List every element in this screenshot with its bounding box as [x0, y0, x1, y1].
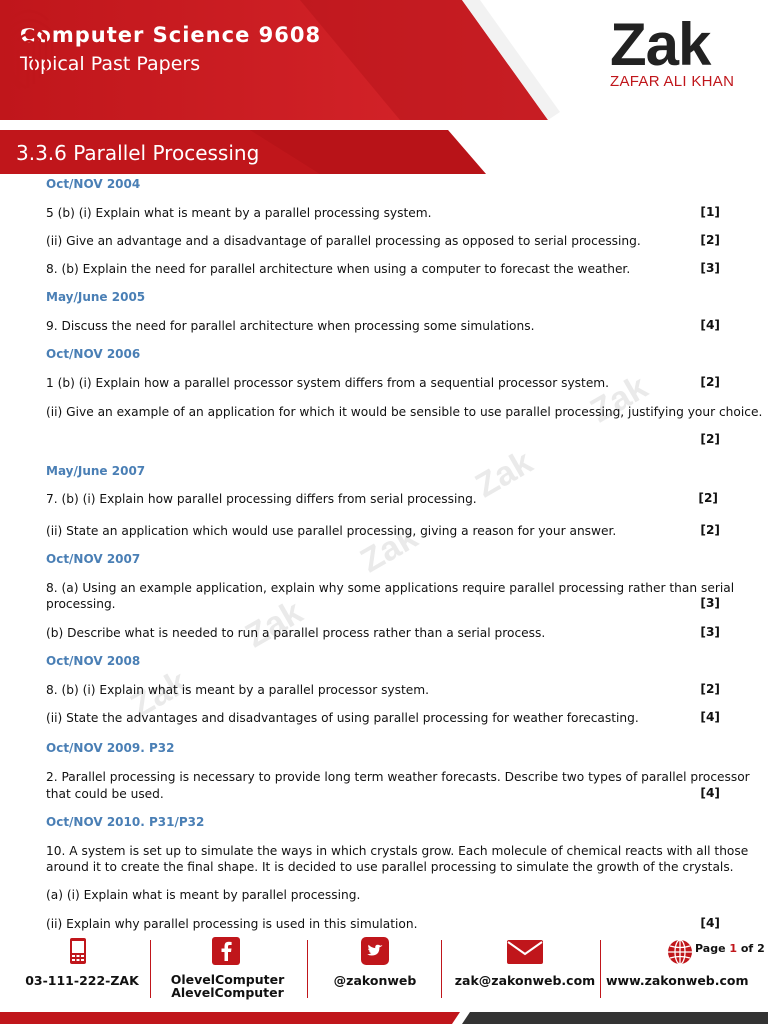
- facebook-icon[interactable]: [212, 937, 240, 965]
- question-marks: [4]: [700, 786, 720, 800]
- session-heading: Oct/NOV 2004: [46, 177, 141, 191]
- watermark-logo: Zak: [124, 662, 194, 726]
- session-heading: Oct/NOV 2006: [46, 347, 141, 361]
- question-text: that could be used.: [46, 787, 164, 801]
- session-heading: May/June 2007: [46, 464, 146, 478]
- question-text: (ii) State an application which would use parallel processing, giving a reason for your answer.: [46, 524, 617, 538]
- page-label: Page: [695, 942, 726, 955]
- question-text: 8. (b) Explain the need for parallel architecture when using a computer to forecast the weather.: [46, 262, 631, 276]
- fingerprint-icon: [0, 0, 58, 92]
- question-text: 5 (b) (i) Explain what is meant by a parallel processing system.: [46, 206, 432, 220]
- question-text: 7. (b) (i) Explain how parallel processing differs from serial processing.: [46, 492, 477, 506]
- facebook-page-alevel[interactable]: AlevelComputer: [171, 985, 284, 1000]
- question-text: (ii) Give an example of an application for which it would be sensible to use parallel processing, justifying your choice.: [46, 405, 763, 419]
- footer-twitter[interactable]: @zakonweb: [333, 973, 417, 988]
- question-marks: [2]: [700, 233, 720, 247]
- footer-divider: [307, 940, 308, 998]
- page-header: [0, 0, 768, 120]
- watermark-logo: Zak: [354, 517, 424, 581]
- question-text: processing.: [46, 597, 116, 611]
- question-text: 1 (b) (i) Explain how a parallel processor system differs from a sequential processor system.: [46, 376, 610, 390]
- page-of: of: [740, 942, 754, 955]
- question-text: around it to create the final shape. It is decided to use parallel processing to simulate the growth of the crystals.: [46, 860, 734, 874]
- watermark-logo: Zak: [469, 442, 539, 506]
- session-heading: May/June 2005: [46, 290, 146, 304]
- footer-phone[interactable]: 03-111-222-ZAK: [25, 973, 139, 988]
- question-marks: [2]: [700, 375, 720, 389]
- header-title: Computer Science 9608: [20, 23, 322, 47]
- session-heading: Oct/NOV 2008: [46, 654, 141, 668]
- page-number: 1: [729, 942, 738, 955]
- footer-email[interactable]: zak@zakonweb.com: [454, 973, 596, 988]
- watermark-logo: Zak: [584, 367, 654, 431]
- globe-icon[interactable]: [667, 939, 693, 965]
- question-marks: [2]: [698, 491, 718, 505]
- question-marks: [3]: [700, 596, 720, 610]
- footer-divider: [441, 940, 442, 998]
- session-heading: Oct/NOV 2010. P31/P32: [46, 815, 205, 829]
- footer-divider: [600, 940, 601, 998]
- question-marks: [2]: [700, 682, 720, 696]
- question-marks: [4]: [700, 318, 720, 332]
- question-text: 8. (a) Using an example application, explain why some applications require parallel processing rather than serial: [46, 581, 735, 595]
- question-marks: [3]: [700, 625, 720, 639]
- page-indicator: [695, 942, 765, 955]
- logo-wordmark: Zak: [610, 11, 711, 78]
- header-subtitle: Topical Past Papers: [20, 53, 201, 75]
- footer-facebook[interactable]: [165, 973, 290, 999]
- watermark-logo: Zak: [239, 592, 309, 656]
- question-text: (ii) Give an advantage and a disadvantage of parallel processing as opposed to serial processing.: [46, 234, 641, 248]
- question-text: (a) (i) Explain what is meant by parallel processing.: [46, 888, 361, 902]
- question-text: 8. (b) (i) Explain what is meant by a parallel processor system.: [46, 683, 430, 697]
- page-total: 2: [757, 942, 765, 955]
- question-marks: [2]: [700, 432, 720, 446]
- question-marks: [2]: [700, 523, 720, 537]
- question-marks: [4]: [700, 710, 720, 724]
- question-text: (b) Describe what is needed to run a parallel process rather than a serial process.: [46, 626, 546, 640]
- footer-bar: [0, 1008, 768, 1024]
- section-title: 3.3.6 Parallel Processing: [16, 141, 260, 165]
- footer-divider: [150, 940, 151, 998]
- twitter-icon[interactable]: [361, 937, 389, 965]
- question-text: 10. A system is set up to simulate the ways in which crystals grow. Each molecule of chemical reacts with all those: [46, 844, 749, 858]
- session-heading: Oct/NOV 2007: [46, 552, 141, 566]
- question-text: 9. Discuss the need for parallel architecture when processing some simulations.: [46, 319, 535, 333]
- logo-subtitle: ZAFAR ALI KHAN: [610, 73, 735, 90]
- email-icon[interactable]: [507, 940, 543, 964]
- question-text: (ii) Explain why parallel processing is used in this simulation.: [46, 917, 418, 931]
- question-marks: [4]: [700, 916, 720, 930]
- facebook-page-olevel[interactable]: OlevelComputer: [170, 972, 285, 987]
- footer-website[interactable]: www.zakonweb.com: [606, 973, 749, 988]
- session-heading: Oct/NOV 2009. P32: [46, 741, 175, 755]
- question-text: (ii) State the advantages and disadvantages of using parallel processing for weather forecasting.: [46, 711, 639, 725]
- question-marks: [3]: [700, 261, 720, 275]
- question-marks: [1]: [700, 205, 720, 219]
- phone-icon: [69, 937, 87, 965]
- question-text: 2. Parallel processing is necessary to provide long term weather forecasts. Describe two types of parallel processor: [46, 770, 750, 784]
